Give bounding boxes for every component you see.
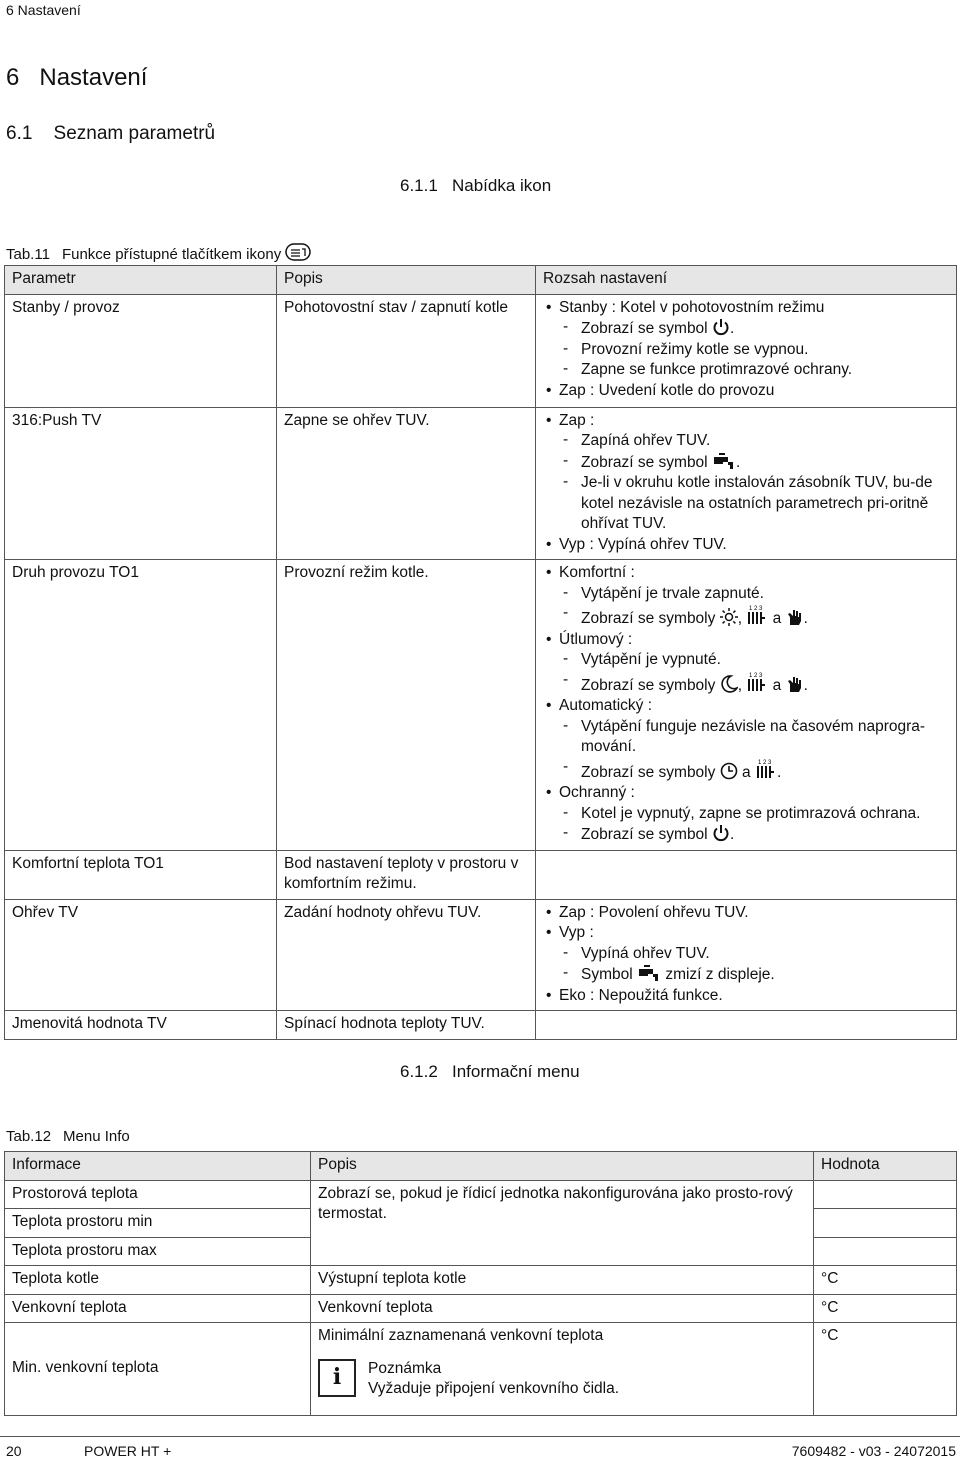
subsection-title-text: Informační menu bbox=[451, 1062, 580, 1081]
detail-text: Zobrazí se symboly bbox=[581, 676, 716, 694]
info-menu-table bbox=[4, 1151, 957, 1416]
footer-divider bbox=[0, 1436, 960, 1437]
table-row bbox=[5, 1266, 957, 1295]
option-text: : bbox=[626, 784, 635, 801]
subsection-number: 6.1.1 bbox=[400, 176, 438, 195]
moon-icon bbox=[720, 675, 738, 693]
detail-text: zmizí z displeje. bbox=[665, 966, 775, 983]
desc-cell: Zapne se ohřev TUV. bbox=[277, 407, 536, 560]
chapter-title-text: Nastavení bbox=[39, 64, 148, 91]
info-cell: Teplota kotle bbox=[5, 1266, 311, 1295]
option-key: Vyp bbox=[559, 924, 586, 941]
desc-cell: Zobrazí se, pokud je řídicí jednotka nakonfigurována jako prosto-rový termostat. bbox=[311, 1180, 814, 1266]
tap-icon bbox=[712, 452, 736, 470]
caption-text: Funkce přístupné tlačítkem ikony bbox=[61, 246, 282, 263]
and-text: a bbox=[772, 610, 782, 627]
table-row bbox=[5, 850, 957, 899]
table-header-row bbox=[5, 1152, 957, 1181]
table-row bbox=[5, 294, 957, 407]
option-key: Stanby bbox=[559, 298, 608, 316]
sun-icon bbox=[720, 608, 738, 626]
option-text: : bbox=[585, 411, 595, 429]
table-11-caption bbox=[6, 242, 311, 263]
range-cell bbox=[536, 1011, 957, 1040]
option-key: Eko bbox=[559, 986, 586, 1004]
option-text: : Uvedení kotle do provozu bbox=[585, 381, 775, 399]
desc-cell: Pohotovostní stav / zapnutí kotle bbox=[277, 294, 536, 407]
desc-cell: Venkovní teplota bbox=[311, 1294, 814, 1323]
chapter-number: 6 bbox=[6, 64, 20, 91]
power-icon bbox=[712, 824, 730, 842]
section-title-text: Seznam parametrů bbox=[53, 123, 216, 144]
note-title: Poznámka bbox=[368, 1359, 442, 1377]
parameter-table bbox=[4, 265, 957, 1040]
detail-text: Zobrazí se symboly bbox=[581, 763, 716, 781]
detail-text: - Vytápění funguje nezávisle na časovém naprogra-mování. bbox=[543, 717, 949, 758]
option-key: Ochranný bbox=[559, 784, 627, 801]
and-text: a bbox=[772, 676, 782, 694]
hand-icon bbox=[786, 675, 804, 693]
param-cell: 316:Push TV bbox=[5, 407, 277, 560]
table-12-caption bbox=[6, 1128, 130, 1145]
detail-text: Symbol bbox=[581, 966, 633, 983]
note-box bbox=[318, 1359, 806, 1400]
product-name: POWER HT + bbox=[84, 1443, 172, 1459]
info-cell: Teplota prostoru max bbox=[5, 1237, 311, 1266]
param-cell: Druh provozu TO1 bbox=[5, 560, 277, 851]
header-hodnota: Hodnota bbox=[814, 1152, 957, 1181]
menu-button-icon bbox=[285, 242, 311, 262]
option-text: : Nepoužitá funkce. bbox=[585, 986, 723, 1004]
desc-cell: Provozní režim kotle. bbox=[277, 560, 536, 851]
desc-cell: Zadání hodnoty ohřevu TUV. bbox=[277, 899, 536, 1011]
param-cell: Ohřev TV bbox=[5, 899, 277, 1011]
running-header: 6 Nastavení bbox=[6, 2, 81, 18]
option-key: Zap bbox=[559, 381, 586, 399]
detail-text: - Zapne se funkce protimrazové ochrany. bbox=[543, 360, 949, 381]
header-popis: Popis bbox=[277, 266, 536, 295]
detail-text: - Provozní režimy kotle se vypnou. bbox=[543, 340, 949, 361]
section-title bbox=[6, 123, 215, 145]
range-cell: • Stanby : Kotel v pohotovostním režimu - Zobrazí se symbol . - Provozní režimy kotle se vypnou. - Zapne se funkce protimrazové ochrany. • Zap : Uvedení kotle do provozu bbox=[536, 294, 957, 407]
table-row bbox=[5, 407, 957, 560]
table-header-row bbox=[5, 266, 957, 295]
info-cell: Min. venkovní teplota bbox=[5, 1323, 311, 1416]
option-key: Komfortní bbox=[559, 564, 627, 581]
tap-icon bbox=[637, 964, 661, 982]
table-row bbox=[5, 899, 957, 1011]
value-cell: °C bbox=[814, 1323, 957, 1416]
caption-number: Tab.11 bbox=[6, 246, 50, 263]
info-cell: Venkovní teplota bbox=[5, 1294, 311, 1323]
document-code: 7609482 - v03 - 24072015 bbox=[791, 1443, 956, 1459]
and-text: a bbox=[742, 763, 751, 781]
svg-text:1 2 3: 1 2 3 bbox=[749, 606, 763, 612]
detail-text: - Kotel je vypnutý, zapne se protimrazová ochrana. bbox=[543, 804, 949, 825]
clock-icon bbox=[720, 762, 738, 780]
header-informace: Informace bbox=[5, 1152, 311, 1181]
range-cell bbox=[536, 850, 957, 899]
section-number: 6.1 bbox=[6, 123, 33, 144]
option-text: : bbox=[626, 564, 635, 581]
table-row bbox=[5, 1323, 957, 1416]
power-icon bbox=[712, 318, 730, 336]
detail-text: - Je-li v okruhu kotle instalován zásobník TUV, bu-de kotel nezávisle na ostatních parametrech pri-oritně ohřívat TUV. bbox=[543, 473, 949, 535]
radiator-123-icon bbox=[746, 671, 768, 693]
table-row bbox=[5, 1180, 957, 1209]
detail-text: - Zapíná ohřev TUV. bbox=[543, 431, 949, 452]
table-row bbox=[5, 1294, 957, 1323]
option-text: : bbox=[585, 924, 594, 941]
subsection-title-2 bbox=[400, 1062, 580, 1082]
svg-text:1 2 3: 1 2 3 bbox=[757, 759, 772, 766]
param-cell: Stanby / provoz bbox=[5, 294, 277, 407]
caption-text: Menu Info bbox=[63, 1128, 130, 1145]
desc-cell: Bod nastavení teploty v prostoru v komfortním režimu. bbox=[277, 850, 536, 899]
svg-text:1 2 3: 1 2 3 bbox=[749, 672, 763, 679]
detail-text: Zobrazí se symboly bbox=[581, 610, 716, 627]
table-row bbox=[5, 1011, 957, 1040]
range-cell: • Zap : - Zapíná ohřev TUV. - Zobrazí se symbol . - Je-li v okruhu kotle instalován zásobník TUV, bu-de kotel nezávisle na ostatních parametrech pri-oritně ohřívat TUV. • Vyp : Vypíná ohřev TUV. bbox=[536, 407, 957, 560]
option-text: : Vypíná ohřev TUV. bbox=[585, 535, 727, 553]
value-cell bbox=[814, 1180, 957, 1209]
value-cell: °C bbox=[814, 1266, 957, 1295]
desc-cell: Spínací hodnota teploty TUV. bbox=[277, 1011, 536, 1040]
option-key: Zap bbox=[559, 411, 586, 429]
detail-text: Zobrazí se symbol bbox=[581, 826, 708, 843]
option-key: Zap bbox=[559, 903, 586, 921]
detail-text: Zobrazí se symbol bbox=[581, 453, 708, 471]
caption-number: Tab.12 bbox=[6, 1128, 52, 1145]
value-cell: °C bbox=[814, 1294, 957, 1323]
note-text: Vyžaduje připojení venkovního čidla. bbox=[368, 1380, 620, 1397]
desc-cell bbox=[311, 1323, 814, 1416]
page-number: 20 bbox=[6, 1443, 22, 1459]
subsection-title-text: Nabídka ikon bbox=[451, 176, 552, 195]
detail-text: Zobrazí se symbol bbox=[581, 320, 708, 337]
info-cell: Teplota prostoru min bbox=[5, 1209, 311, 1238]
header-popis: Popis bbox=[311, 1152, 814, 1181]
option-key: Vyp bbox=[559, 535, 586, 553]
option-text: : bbox=[623, 630, 633, 648]
info-cell: Prostorová teplota bbox=[5, 1180, 311, 1209]
detail-text: - Vypíná ohřev TUV. bbox=[543, 944, 949, 965]
desc-text: Minimální zaznamenaná venkovní teplota bbox=[318, 1327, 604, 1344]
hand-icon bbox=[786, 608, 804, 626]
subsection-number: 6.1.2 bbox=[400, 1062, 438, 1081]
range-cell bbox=[536, 899, 957, 1011]
range-cell: • Komfortní : - Vytápění je trvale zapnuté. - Zobrazí se symboly , 1 2 3 a . • Útlumový : - Vytápění je vypnuté. - Zobrazí se symboly , 1 2 3 a . • Automatický : - Vytápění funguje nezávisle na časovém naprogra-mování. - Zobrazí se symboly a 1 2 3 . • Ochranný : - Kotel je vypnutý, zapne se protimrazová ochrana. - Zobrazí se symbol . bbox=[536, 560, 957, 851]
option-text: : Kotel v pohotovostním režimu bbox=[607, 298, 825, 316]
subsection-title-1 bbox=[400, 176, 551, 196]
radiator-123-icon bbox=[746, 604, 768, 626]
param-cell: Komfortní teplota TO1 bbox=[5, 850, 277, 899]
value-cell bbox=[814, 1237, 957, 1266]
value-cell bbox=[814, 1209, 957, 1238]
header-parametr: Parametr bbox=[5, 266, 277, 295]
option-text: : bbox=[643, 697, 653, 714]
chapter-title bbox=[6, 64, 147, 92]
detail-text: - Vytápění je vypnuté. bbox=[543, 650, 949, 671]
detail-text: - Vytápění je trvale zapnuté. bbox=[543, 584, 949, 605]
option-key: Útlumový bbox=[559, 630, 624, 648]
radiator-123-icon bbox=[755, 758, 777, 780]
table-row bbox=[5, 560, 957, 851]
option-text: : Povolení ohřevu TUV. bbox=[585, 903, 749, 921]
header-rozsah: Rozsah nastavení bbox=[536, 266, 957, 295]
info-icon: i bbox=[318, 1359, 356, 1397]
desc-cell: Výstupní teplota kotle bbox=[311, 1266, 814, 1295]
param-cell: Jmenovitá hodnota TV bbox=[5, 1011, 277, 1040]
option-key: Automatický bbox=[559, 697, 644, 714]
